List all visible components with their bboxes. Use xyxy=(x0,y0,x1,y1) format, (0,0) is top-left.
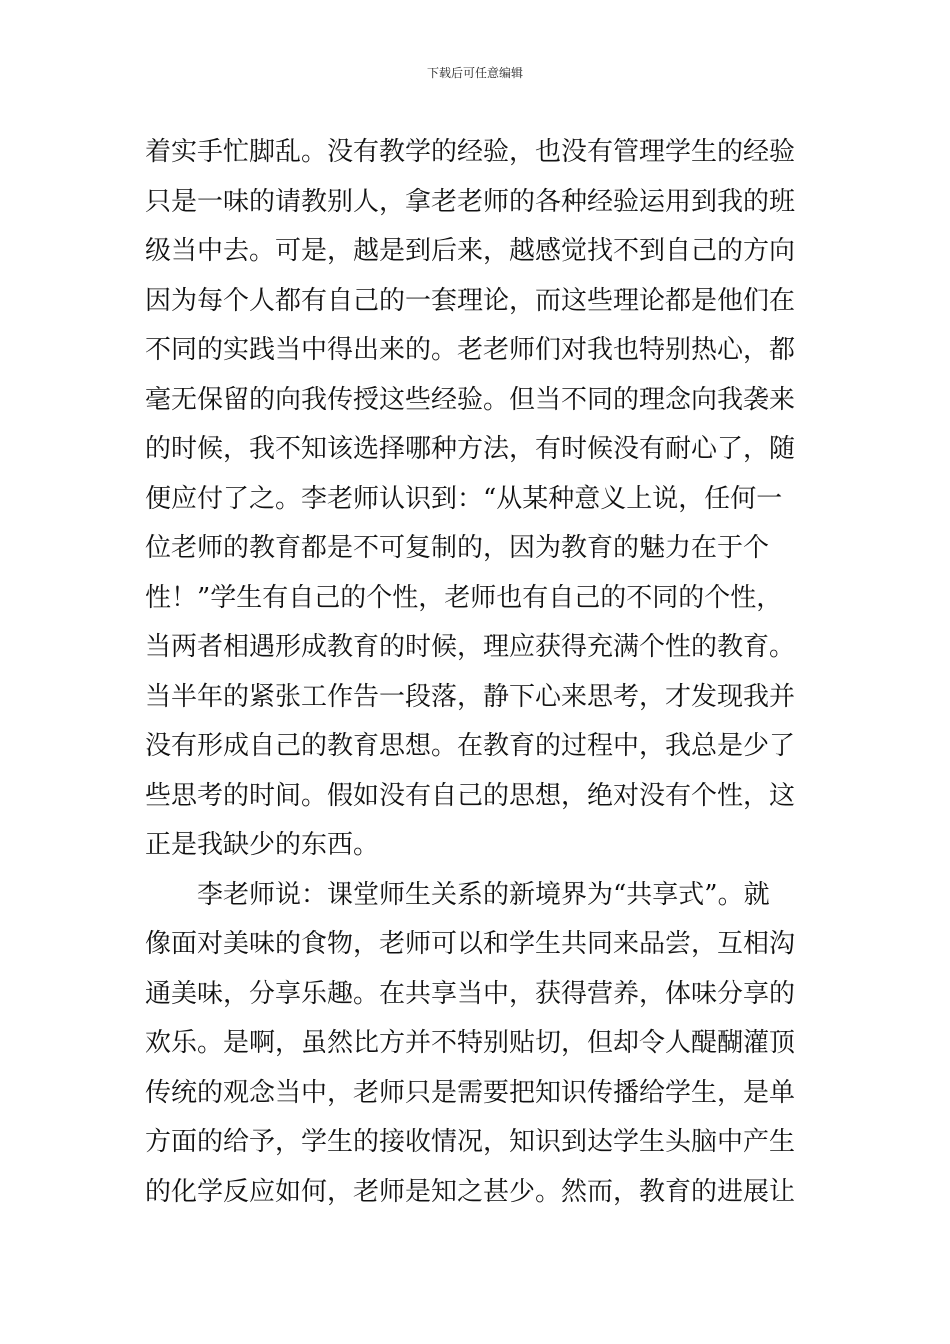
body-text xyxy=(145,128,811,1217)
text-line: 传统的观念当中，老师只是需要把知识传播给学生，是单 xyxy=(145,1077,796,1108)
text-line: 欢乐。是啊，虽然比方并不特别贴切，但却令人醍醐灌顶 xyxy=(145,1028,796,1058)
text-line: 不同的实践当中得出来的。老老师们对我也特别热心，都 xyxy=(145,335,796,365)
text-line: 方面的给予，学生的接收情况，知识到达学生头脑中产生 xyxy=(145,1127,796,1157)
text-line: 因为每个人都有自己的一套理论，而这些理论都是他们在 xyxy=(145,285,796,316)
page-header: 下载后可任意编辑 xyxy=(426,66,523,80)
text-line: 便应付了之。李老师认识到：“从某种意义上说，任何一 xyxy=(145,483,783,514)
text-line: 级当中去。可是，越是到后来，越感觉找不到自己的方向 xyxy=(145,236,796,266)
text-line: 没有形成自己的教育思想。在教育的过程中，我总是少了 xyxy=(145,731,796,761)
text-line: 正是我缺少的东西。 xyxy=(145,830,380,860)
text-line: 像面对美味的食物，老师可以和学生共同来品尝，互相沟 xyxy=(145,929,796,959)
text-line: 只是一味的请教别人，拿老老师的各种经验运用到我的班 xyxy=(145,186,796,217)
text-line: 当两者相遇形成教育的时候，理应获得充满个性的教育。 xyxy=(145,632,796,662)
text-line: 毫无保留的向我传授这些经验。但当不同的理念向我袭来 xyxy=(145,384,796,415)
text-line: 的时候，我不知该选择哪种方法，有时候没有耐心了，随 xyxy=(145,434,796,464)
text-line: 李老师说：课堂师生关系的新境界为“共享式”。就 xyxy=(145,879,770,910)
text-line: 着实手忙脚乱。没有教学的经验，也没有管理学生的经验 xyxy=(145,137,796,167)
text-line: 通美味，分享乐趣。在共享当中，获得营养，体味分享的 xyxy=(145,978,796,1009)
text-line: 位老师的教育都是不可复制的，因为教育的魅力在于个 xyxy=(145,533,770,563)
text-line: 性！”学生有自己的个性，老师也有自己的不同的个性， xyxy=(145,582,783,613)
text-line: 的化学反应如何，老师是知之甚少。然而，教育的进展让 xyxy=(145,1176,796,1207)
text-line: 当半年的紧张工作告一段落，静下心来思考，才发现我并 xyxy=(145,681,796,712)
text-line: 些思考的时间。假如没有自己的思想，绝对没有个性，这 xyxy=(145,780,796,811)
